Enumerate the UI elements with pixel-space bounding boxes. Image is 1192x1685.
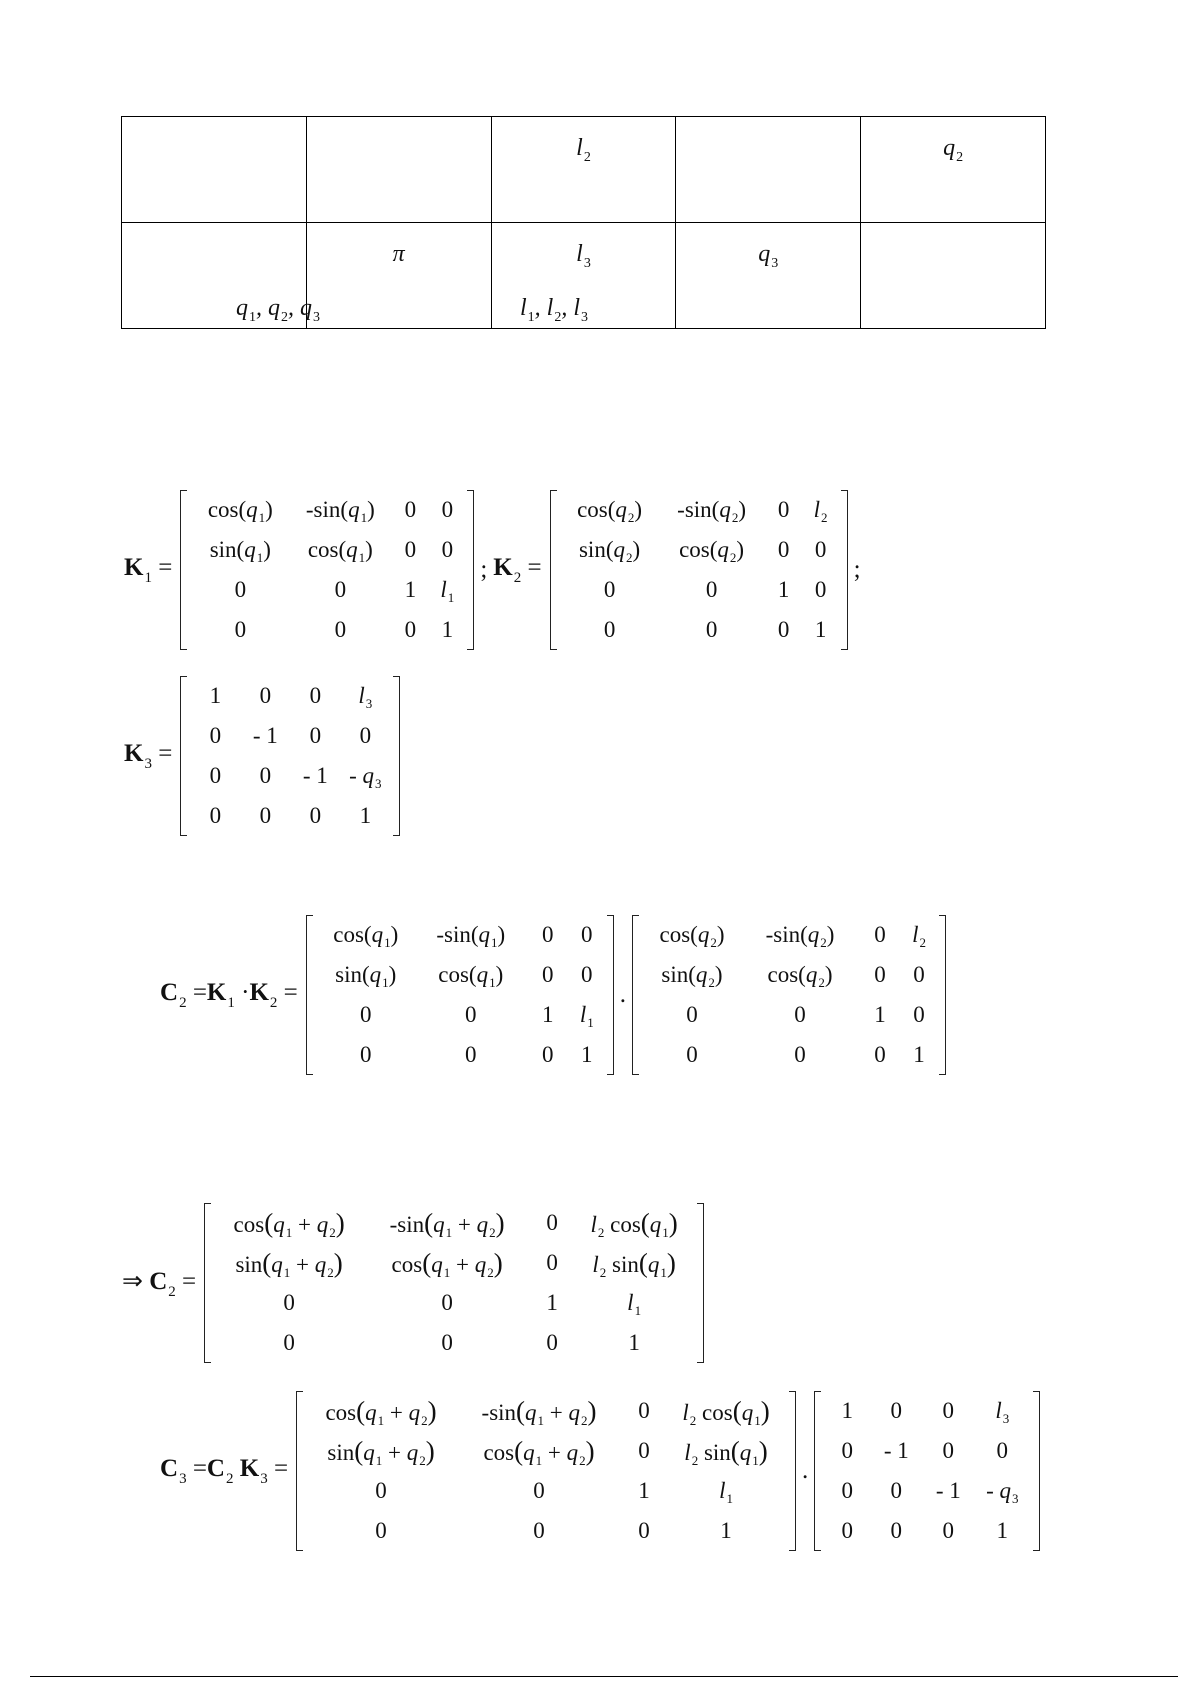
- k1-label: $K_1$ =: [124, 553, 173, 586]
- equation-c2-product: [160, 915, 946, 1075]
- equation-k3: [124, 676, 400, 836]
- matrix-k3-factor: 1 0 0 $l_3$ 0 - 1 0 0 0 0 - 1 - $q_3$ 0 0 0 1: [814, 1391, 1040, 1551]
- c3-product-label: $C_3 =C_2$ $K_3$ =: [160, 1454, 289, 1487]
- equation-k1-k2: [124, 490, 867, 650]
- equation-c2-result: [122, 1203, 704, 1363]
- semicolon-separator: ;: [853, 556, 861, 583]
- matrix-k2: $\cos(q_2)$ $-\sin(q_2)$ 0 $l_2$ $\sin(q_2)$ $\cos(q_2)$ 0 0 0 0 1 0 0 0 0 1: [550, 490, 848, 650]
- k3-label: $K_3$ =: [124, 739, 173, 772]
- table-cell: [676, 117, 861, 223]
- c2-product-label: $C_2 =K_1 \cdot K_2$ =: [160, 978, 298, 1011]
- dot-separator: .: [802, 1457, 809, 1484]
- joint-variables-caption: $q_1$, $q_2$, $q_3$: [236, 295, 320, 325]
- matrix-k1: $\cos(q_1)$ $-\sin(q_1)$ 0 0 $\sin(q_1)$ $\cos(q_1)$ 0 0 0 0 1 $l_1$ 0 0 0 1: [180, 490, 474, 650]
- table-cell: [122, 117, 307, 223]
- table-cell: [861, 223, 1046, 329]
- equation-c3-product: [160, 1391, 1040, 1551]
- matrix-k1-factor: $\cos(q_1)$ $-\sin(q_1)$ 0 0 $\sin(q_1)$ $\cos(q_1)$ 0 0 0 0 1 $l_1$ 0 0 0 1: [306, 915, 614, 1075]
- table-cell: $q_3$: [676, 223, 861, 329]
- matrix-k2-factor: $\cos(q_2)$ $-\sin(q_2)$ 0 $l_2$ $\sin(q_2)$ $\cos(q_2)$ 0 0 0 0 1 0 0 0 0 1: [632, 915, 946, 1075]
- table-cell: π: [306, 223, 491, 329]
- table-cell: $l_2$: [491, 117, 676, 223]
- matrix-k3: 1 0 0 $l_3$ 0 - 1 0 0 0 0 - 1 - $q_3$ 0 0 0 1: [180, 676, 400, 836]
- link-lengths-caption: $l_1$, $l_2$, $l_3$: [520, 295, 589, 325]
- table-row: [122, 117, 1046, 223]
- semicolon-separator: ;: [480, 556, 488, 583]
- table-cell: [306, 117, 491, 223]
- table-cell: $l_3$: [491, 223, 676, 329]
- page-footer-rule: [30, 1676, 1178, 1677]
- table-cell: $q_2$: [861, 117, 1046, 223]
- k2-label: $K_2$ =: [493, 553, 542, 586]
- dot-separator: .: [619, 981, 627, 1008]
- matrix-c2: $\cos(q_1 + q_2)$ $-\sin(q_1 + q_2)$ 0 $l_2$ $\cos(q_1)$ $\sin(q_1 + q_2)$ $\cos(q_1 + q_2)$ 0 $l_2$ $\sin(q_1)$ 0 0 1 $l_1$ 0 0 0 1: [204, 1203, 704, 1363]
- matrix-c2-factor: $\cos(q_1 + q_2)$ $-\sin(q_1 + q_2)$ 0 $l_2$ $\cos(q_1)$ $\sin(q_1 + q_2)$ $\cos(q_1 + q_2)$ 0 $l_2$ $\sin(q_1)$ 0 0 1 $l_1$ 0 0 0 1: [296, 1391, 796, 1551]
- c2-result-label: ⇒ $C_2$ =: [122, 1267, 197, 1300]
